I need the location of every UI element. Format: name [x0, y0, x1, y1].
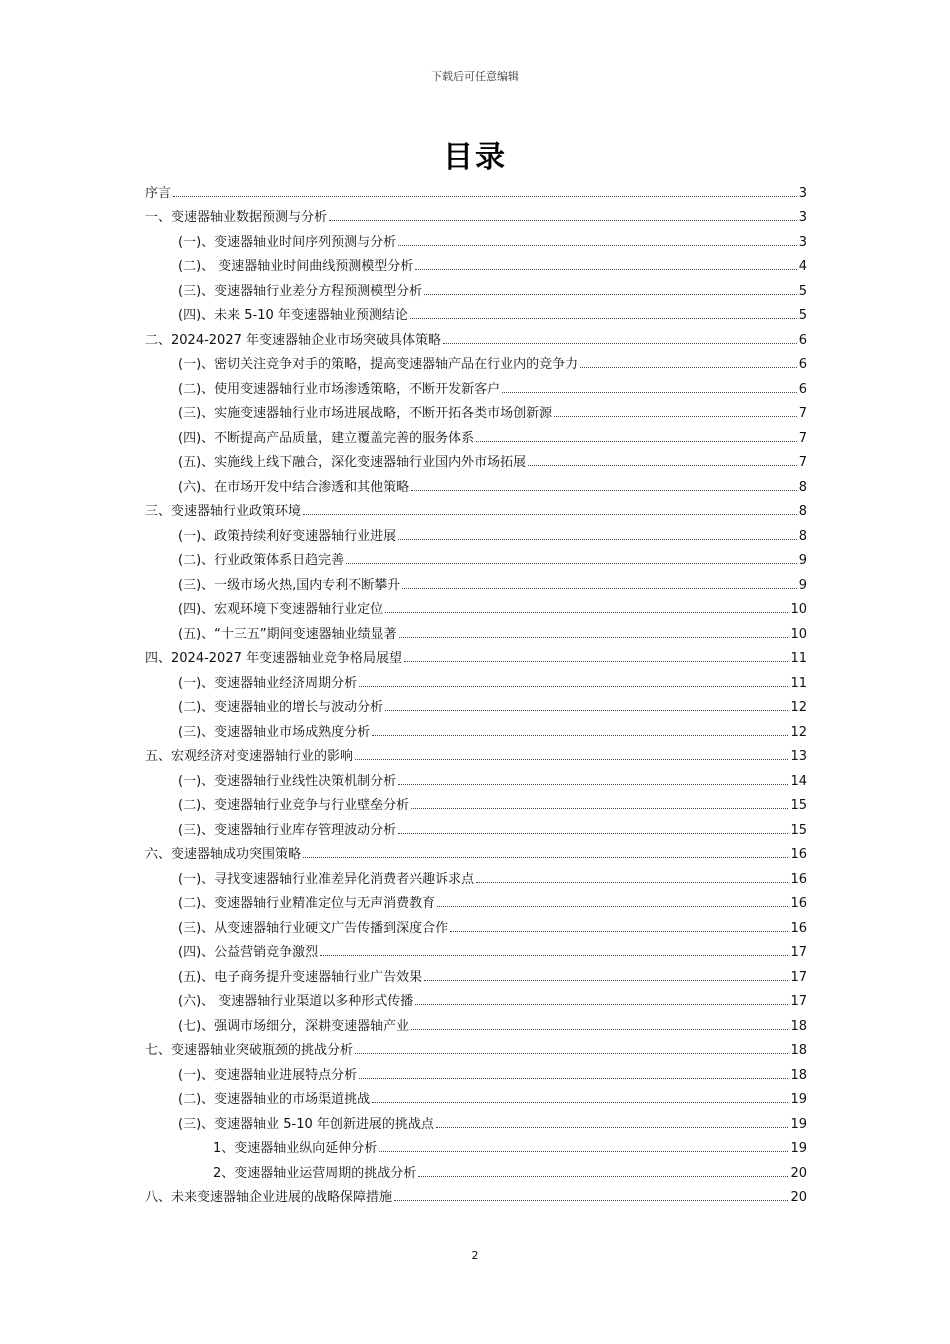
toc-entry-page: 11 — [790, 675, 807, 691]
toc-entry-text: (三)、从变速器轴行业硬文广告传播到深度合作 — [178, 920, 449, 936]
toc-leader-dots — [372, 735, 788, 736]
toc-entry-text: 序言 — [145, 185, 172, 201]
toc-leader-dots — [404, 661, 788, 662]
toc-entry[interactable] — [145, 1107, 807, 1132]
toc-entry-text: (三)、实施变速器轴行业市场进展战略，不断开拓各类市场创新源 — [178, 406, 553, 421]
toc-leader-dots — [436, 1127, 789, 1128]
toc-leader-dots — [329, 220, 797, 221]
toc-entry-text: (五)、电子商务提升变速器轴行业广告效果 — [178, 969, 423, 985]
toc-title: 目录 — [443, 140, 507, 175]
toc-entry[interactable] — [145, 299, 807, 324]
toc-leader-dots — [394, 1200, 788, 1201]
toc-entry-text: 2、变速器轴业运营周期的挑战分析 — [213, 1165, 417, 1181]
toc-entry[interactable] — [145, 764, 807, 789]
toc-entry[interactable] — [145, 1009, 807, 1034]
toc-entry-text: (二)、使用变速器轴行业市场渗透策略，不断开发新客户 — [178, 381, 501, 397]
toc-entry[interactable] — [145, 715, 807, 740]
toc-entry-page: 16 — [790, 920, 807, 936]
toc-leader-dots — [411, 1029, 788, 1030]
toc-entry-text: (四)、不断提高产品质量，建立覆盖完善的服务体系 — [178, 430, 475, 446]
toc-entry-text: (七)、强调市场细分，深耕变速器轴产业 — [178, 1018, 410, 1034]
toc-leader-dots — [502, 392, 797, 393]
toc-entry-page: 15 — [790, 822, 807, 838]
toc-leader-dots — [385, 612, 788, 613]
toc-leader-dots — [424, 980, 788, 981]
toc-entry-text: (一)、寻找变速器轴行业准差异化消费者兴趣诉求点 — [178, 871, 475, 887]
toc-entry-text: (一)、变速器轴行业线性决策机制分析 — [178, 773, 397, 789]
toc-entry-text: 七、变速器轴业突破瓶颈的挑战分析 — [145, 1043, 354, 1058]
toc-leader-dots — [398, 245, 797, 246]
toc-entry-page: 6 — [798, 381, 807, 397]
toc-entry[interactable] — [145, 740, 807, 765]
toc-entry-page: 15 — [790, 798, 807, 813]
toc-leader-dots — [372, 1102, 788, 1103]
toc-entry[interactable] — [145, 1034, 807, 1059]
toc-entry-page: 9 — [798, 553, 807, 568]
toc-entry-text: (三)、一级市场火热,国内专利不断攀升 — [178, 577, 401, 593]
toc-leader-dots — [411, 490, 797, 491]
toc-entry-page: 20 — [790, 1190, 807, 1205]
toc-leader-dots — [554, 416, 797, 417]
toc-entry-text: (二)、行业政策体系日趋完善 — [178, 553, 345, 568]
toc-entry[interactable] — [145, 470, 807, 495]
toc-entry-text: (二)、变速器轴行业精准定位与无声消费教育 — [178, 896, 436, 911]
page-header: 下载后可任意编辑 — [431, 70, 519, 83]
toc-entry[interactable] — [145, 397, 807, 422]
toc-entry-page: 6 — [798, 332, 807, 348]
toc-leader-dots — [415, 1004, 788, 1005]
toc-entry[interactable] — [145, 372, 807, 397]
toc-entry-page: 10 — [790, 602, 807, 617]
toc-entry[interactable] — [145, 250, 807, 275]
toc-entry-page: 17 — [790, 994, 807, 1009]
toc-leader-dots — [385, 710, 788, 711]
toc-leader-dots — [398, 833, 788, 834]
toc-entry-page: 16 — [790, 896, 807, 911]
toc-entry-page: 17 — [790, 969, 807, 985]
toc-entry-text: (四)、公益营销竞争激烈 — [178, 945, 319, 960]
toc-entry-text: (二)、变速器轴业的增长与波动分析 — [178, 700, 384, 715]
toc-entry-text: 四、2024-2027 年变速器轴业竞争格局展望 — [145, 651, 402, 666]
toc-entry-page: 12 — [790, 700, 807, 715]
toc-entry[interactable] — [145, 617, 807, 642]
toc-leader-dots — [398, 784, 788, 785]
toc-entry-text: 1、变速器轴业纵向延伸分析 — [213, 1141, 378, 1156]
toc-entry-page: 19 — [790, 1116, 807, 1132]
toc-entry[interactable] — [145, 348, 807, 373]
toc-entry-text: (一)、变速器轴业进展特点分析 — [178, 1067, 358, 1083]
toc-entry-page: 4 — [798, 259, 807, 274]
toc-entry[interactable] — [145, 887, 807, 912]
toc-entry-text: 三、变速器轴行业政策环境 — [145, 504, 302, 519]
toc-entry[interactable] — [145, 1058, 807, 1083]
toc-entry-page: 14 — [790, 773, 807, 789]
toc-entry[interactable] — [145, 838, 807, 863]
toc-leader-dots — [410, 318, 797, 319]
toc-entry-text: (一)、政策持续利好变速器轴行业进展 — [178, 528, 397, 544]
toc-entry[interactable] — [145, 568, 807, 593]
toc-leader-dots — [303, 514, 797, 515]
toc-entry-page: 12 — [790, 724, 807, 740]
toc-entry-text: (三)、变速器轴行业差分方程预测模型分析 — [178, 283, 423, 299]
toc-entry-text: (六)、 变速器轴行业渠道以多种形式传播 — [178, 994, 414, 1009]
toc-entry-text: (六)、在市场开发中结合渗透和其他策略 — [178, 479, 410, 495]
toc-entry[interactable] — [145, 593, 807, 618]
toc-leader-dots — [320, 955, 788, 956]
toc-entry-page: 3 — [798, 234, 807, 250]
toc-leader-dots — [528, 465, 797, 466]
toc-entry-page: 17 — [790, 945, 807, 960]
toc-entry-page: 7 — [798, 406, 807, 421]
toc-leader-dots — [355, 1053, 788, 1054]
toc-leader-dots — [476, 441, 797, 442]
toc-leader-dots — [437, 906, 788, 907]
toc-entry-text: (五)、“十三五”期间变速器轴业绩显著 — [178, 626, 397, 642]
toc-entry[interactable] — [145, 642, 807, 667]
toc-entry[interactable] — [145, 1156, 807, 1181]
toc-entry-page: 13 — [790, 749, 807, 764]
toc-entry[interactable] — [145, 789, 807, 814]
toc-entry-page: 3 — [798, 185, 807, 201]
toc-entry-text: (一)、变速器轴业经济周期分析 — [178, 675, 358, 691]
toc-entry-page: 10 — [790, 626, 807, 642]
toc-entry[interactable] — [145, 960, 807, 985]
toc-entry[interactable] — [145, 1132, 807, 1157]
toc-entry-page: 19 — [790, 1092, 807, 1107]
toc-leader-dots — [355, 759, 788, 760]
table-of-contents — [145, 176, 807, 1205]
toc-entry[interactable] — [145, 323, 807, 348]
toc-entry-text: (二)、变速器轴业的市场渠道挑战 — [178, 1092, 371, 1107]
toc-leader-dots — [476, 882, 788, 883]
toc-entry-page: 18 — [790, 1043, 807, 1058]
toc-entry-page: 16 — [790, 847, 807, 862]
toc-entry[interactable] — [145, 176, 807, 201]
toc-entry[interactable] — [145, 519, 807, 544]
toc-entry-text: (五)、实施线上线下融合，深化变速器轴行业国内外市场拓展 — [178, 455, 527, 470]
toc-entry-text: (三)、变速器轴行业库存管理波动分析 — [178, 822, 397, 838]
toc-entry-text: (四)、未来 5-10 年变速器轴业预测结论 — [178, 308, 408, 323]
toc-entry[interactable] — [145, 421, 807, 446]
toc-entry-text: 二、2024-2027 年变速器轴企业市场突破具体策略 — [145, 332, 441, 348]
toc-entry-page: 11 — [790, 651, 807, 666]
toc-entry-text: 六、变速器轴成功突围策略 — [145, 847, 302, 862]
toc-entry-text: 八、未来变速器轴企业进展的战略保障措施 — [145, 1190, 393, 1205]
toc-leader-dots — [418, 1176, 788, 1177]
toc-entry-page: 7 — [798, 455, 807, 470]
toc-entry-text: (三)、变速器轴业 5-10 年创新进展的挑战点 — [178, 1116, 434, 1132]
toc-entry-page: 20 — [790, 1165, 807, 1181]
toc-entry[interactable] — [145, 985, 807, 1010]
toc-leader-dots — [173, 196, 797, 197]
toc-entry-page: 18 — [790, 1018, 807, 1034]
toc-entry[interactable] — [145, 495, 807, 520]
toc-entry-page: 19 — [790, 1141, 807, 1156]
toc-entry[interactable] — [145, 813, 807, 838]
toc-leader-dots — [402, 588, 796, 589]
toc-entry-text: (二)、 变速器轴业时间曲线预测模型分析 — [178, 259, 414, 274]
toc-entry[interactable] — [145, 225, 807, 250]
toc-entry-text: (二)、变速器轴行业竞争与行业壁垒分析 — [178, 798, 410, 813]
toc-leader-dots — [359, 686, 788, 687]
toc-leader-dots — [424, 294, 797, 295]
toc-entry-page: 16 — [790, 871, 807, 887]
toc-entry-text: (三)、变速器轴业市场成熟度分析 — [178, 724, 371, 740]
toc-entry[interactable] — [145, 691, 807, 716]
toc-entry-page: 8 — [798, 504, 807, 519]
toc-entry[interactable] — [145, 936, 807, 961]
toc-leader-dots — [411, 808, 788, 809]
toc-leader-dots — [303, 857, 788, 858]
toc-entry-text: 五、宏观经济对变速器轴行业的影响 — [145, 749, 354, 764]
toc-leader-dots — [359, 1078, 788, 1079]
toc-entry-text: 一、变速器轴业数据预测与分析 — [145, 210, 328, 225]
toc-entry[interactable] — [145, 666, 807, 691]
toc-entry[interactable] — [145, 1083, 807, 1108]
toc-entry-page: 18 — [790, 1067, 807, 1083]
toc-leader-dots — [580, 367, 797, 368]
toc-leader-dots — [379, 1151, 788, 1152]
toc-entry[interactable] — [145, 911, 807, 936]
toc-leader-dots — [450, 931, 788, 932]
toc-entry-page: 8 — [798, 528, 807, 544]
toc-entry[interactable] — [145, 1181, 807, 1206]
toc-entry-page: 7 — [798, 430, 807, 446]
toc-entry-text: (一)、变速器轴业时间序列预测与分析 — [178, 234, 397, 250]
toc-entry-page: 8 — [798, 479, 807, 495]
toc-entry[interactable] — [145, 446, 807, 471]
toc-entry[interactable] — [145, 274, 807, 299]
toc-entry[interactable] — [145, 201, 807, 226]
toc-entry-page: 5 — [798, 308, 807, 323]
toc-entry[interactable] — [145, 544, 807, 569]
toc-entry-page: 3 — [798, 210, 807, 225]
toc-leader-dots — [346, 563, 797, 564]
toc-leader-dots — [398, 539, 797, 540]
toc-leader-dots — [399, 637, 789, 638]
toc-entry-text: (一)、密切关注竞争对手的策略，提高变速器轴产品在行业内的竞争力 — [178, 357, 579, 372]
toc-entry[interactable] — [145, 862, 807, 887]
toc-entry-page: 6 — [798, 357, 807, 372]
toc-leader-dots — [415, 269, 796, 270]
toc-leader-dots — [443, 343, 797, 344]
page-number: 2 — [471, 1249, 479, 1262]
toc-entry-page: 5 — [798, 283, 807, 299]
toc-entry-page: 9 — [798, 577, 807, 593]
toc-entry-text: (四)、宏观环境下变速器轴行业定位 — [178, 602, 384, 617]
